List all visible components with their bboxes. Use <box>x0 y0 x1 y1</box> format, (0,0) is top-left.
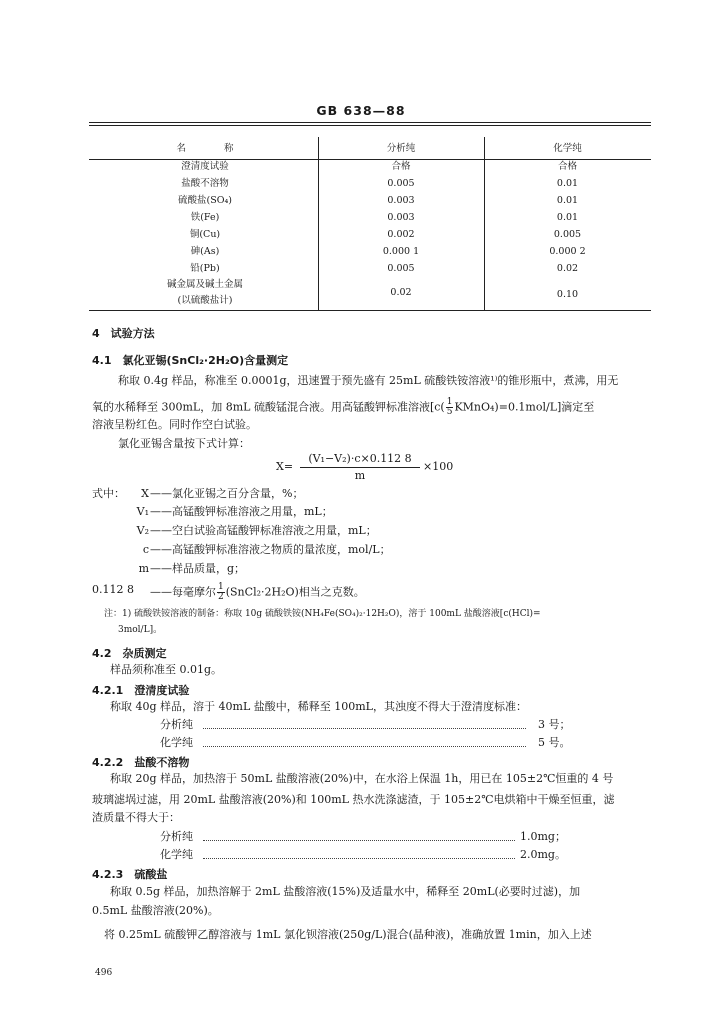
row-cp-value: 合格 <box>557 161 577 172</box>
paragraph-line: 0.5mL 盐酸溶液(20%)。 <box>92 904 219 917</box>
row-name: 硫酸盐(SO₄) <box>177 195 233 206</box>
section-4-2-2-title: 4.2.2 盐酸不溶物 <box>92 756 190 769</box>
def-description: ——氯化亚锡之百分含量，%； <box>150 487 304 500</box>
def-symbol: V₂ <box>136 524 149 537</box>
header-name: 名 称 <box>176 143 234 154</box>
row-ar-value: 0.005 <box>387 178 415 189</box>
grade-value: 1.0mg； <box>520 830 566 843</box>
row-ar-value: 0.003 <box>387 195 415 206</box>
def-symbol: m <box>138 562 149 575</box>
paragraph-line: 渣质量不得大于： <box>92 811 180 824</box>
row-name: 澄清度试验 <box>181 161 229 172</box>
paragraph-line: 氯化亚锡含量按下式计算： <box>118 437 250 450</box>
fraction-numerator: 1 <box>218 582 224 592</box>
paragraph-line <box>92 398 594 417</box>
def-description: ——样品质量，g； <box>150 562 246 575</box>
row-ar-value: 合格 <box>391 161 411 172</box>
row-cp-value: 0.01 <box>556 212 579 223</box>
formula-denominator: m <box>354 469 366 482</box>
paragraph-line: 称取 20g 样品，加热溶于 50mL 盐酸溶液(20%)中，在水浴上保温 1h，用已在 105±2℃恒重的 4 号 <box>110 772 614 785</box>
row-name: 铁(Fe) <box>190 212 220 223</box>
section-4-2-title: 4.2 杂质测定 <box>92 647 167 660</box>
def-description: ——高锰酸钾标准溶液之用量，mL； <box>150 505 333 518</box>
paragraph-line: 将 0.25mL 硫酸钾乙醇溶液与 1mL 氯化钡溶液(250g/L)混合(晶种液)，准确放置 1min，加入上述 <box>104 928 592 941</box>
text-run: 氧的水稀释至 300mL，加 8mL 硫酸锰混合液。用高锰酸钾标准溶液[c( <box>92 400 445 414</box>
row-name: 砷(As) <box>190 246 220 257</box>
text-run: ——每毫摩尔 <box>150 585 216 599</box>
def-description: ——高锰酸钾标准溶液之物质的量浓度，mol/L； <box>150 543 391 556</box>
paragraph-line: 称取 0.4g 样品，称准至 0.0001g，迅速置于预先盛有 25mL 硫酸铁铵溶液¹⁾的锥形瓶中，煮沸，用无 <box>118 374 619 387</box>
text-run: (SnCl₂·2H₂O)相当之克数。 <box>225 585 365 599</box>
row-ar-value: 0.002 <box>387 229 415 240</box>
table-top-rule <box>89 122 651 123</box>
footnote-line: 3mol/L]。 <box>118 625 163 635</box>
fraction-denominator: 2 <box>218 592 224 602</box>
grade-label: 化学纯 <box>160 848 193 861</box>
where-lead: 式中： <box>92 487 125 500</box>
row-ar-value: 0.000 1 <box>382 246 420 257</box>
page-number: 496 <box>95 968 113 978</box>
row-name-line1: 碱金属及碱土金属 <box>166 279 243 290</box>
paragraph-line: 称取 40g 样品，溶于 40mL 盐酸中，稀释至 100mL，其浊度不得大于澄清度标准： <box>110 700 527 713</box>
table-bottom-rule <box>89 310 651 311</box>
formula-lhs: X= <box>276 460 294 473</box>
section-4-2-3-title: 4.2.3 硫酸盐 <box>92 868 168 881</box>
fraction-denominator: 5 <box>446 407 453 417</box>
grade-label: 分析纯 <box>160 718 193 731</box>
inline-fraction <box>217 583 225 602</box>
def-description: ——空白试验高锰酸钾标准溶液之用量，mL； <box>150 524 377 537</box>
row-cp-value: 0.02 <box>556 263 579 274</box>
row-cp-value: 0.10 <box>556 289 579 300</box>
text-run: KMnO₄)=0.1mol/L]滴定至 <box>454 400 595 414</box>
paragraph-line: 称取 0.5g 样品，加热溶解于 2mL 盐酸溶液(15%)及适量水中，稀释至 20mL(必要时过滤)，加 <box>110 885 581 898</box>
paragraph-line: 玻璃滤埚过滤，用 20mL 盐酸溶液(20%)和 100mL 热水洗涤滤渣，于 105±2℃电烘箱中干燥至恒重，滤 <box>92 793 615 806</box>
paragraph-line: 溶液呈粉红色。同时作空白试验。 <box>92 418 257 431</box>
row-name: 铜(Cu) <box>189 229 221 240</box>
dot-leader <box>203 840 515 841</box>
dot-leader <box>203 746 526 747</box>
row-name-line2: (以硫酸盐计) <box>177 295 233 306</box>
paragraph-line: 样品须称准至 0.01g。 <box>110 663 223 676</box>
section-4-2-1-title: 4.2.1 澄清度试验 <box>92 684 190 697</box>
row-cp-value: 0.000 2 <box>549 246 586 257</box>
grade-value: 3 号； <box>538 718 571 731</box>
row-cp-value: 0.01 <box>556 195 579 206</box>
row-name: 盐酸不溶物 <box>181 178 229 189</box>
dot-leader <box>203 858 515 859</box>
document-header: GB 638—88 <box>316 103 406 118</box>
def-symbol: X <box>141 487 149 500</box>
row-cp-value: 0.005 <box>553 229 582 240</box>
def-description <box>150 583 365 602</box>
row-ar-value: 0.005 <box>387 263 415 274</box>
formula-numerator: (V₁−V₂)·c×0.112 8 <box>308 452 412 465</box>
header-chemical-grade: 化学纯 <box>553 143 582 154</box>
dot-leader <box>203 728 526 729</box>
grade-label: 化学纯 <box>160 736 193 749</box>
def-symbol: V₁ <box>136 505 149 518</box>
section-4-1-title: 4.1 氯化亚锡(SnCl₂·2H₂O)含量测定 <box>92 354 289 367</box>
row-cp-value: 0.01 <box>556 178 579 189</box>
table-header-rule <box>89 159 651 160</box>
table-top-rule-double <box>89 125 651 126</box>
def-symbol: 0.112 8 <box>92 583 134 596</box>
grade-value: 2.0mg。 <box>520 848 566 861</box>
formula-fraction-bar <box>300 467 420 468</box>
grade-value: 5 号。 <box>538 736 571 749</box>
row-name: 铅(Pb) <box>190 263 220 274</box>
fraction-numerator: 1 <box>446 397 453 407</box>
row-ar-value: 0.02 <box>390 287 412 298</box>
formula-tail: ×100 <box>423 460 454 473</box>
row-ar-value: 0.003 <box>387 212 415 223</box>
def-symbol: c <box>142 543 149 556</box>
footnote-line: 注：1) 硫酸铁铵溶液的制备：称取 10g 硫酸铁铵(NH₄Fe(SO₄)₂·12H₂O)，溶于 100mL 盐酸溶液[c(HCl)= <box>104 609 541 619</box>
inline-fraction <box>446 398 454 417</box>
header-analytical-grade: 分析纯 <box>386 143 416 154</box>
grade-label: 分析纯 <box>160 830 193 843</box>
section-4-title: 4 试验方法 <box>92 327 155 340</box>
